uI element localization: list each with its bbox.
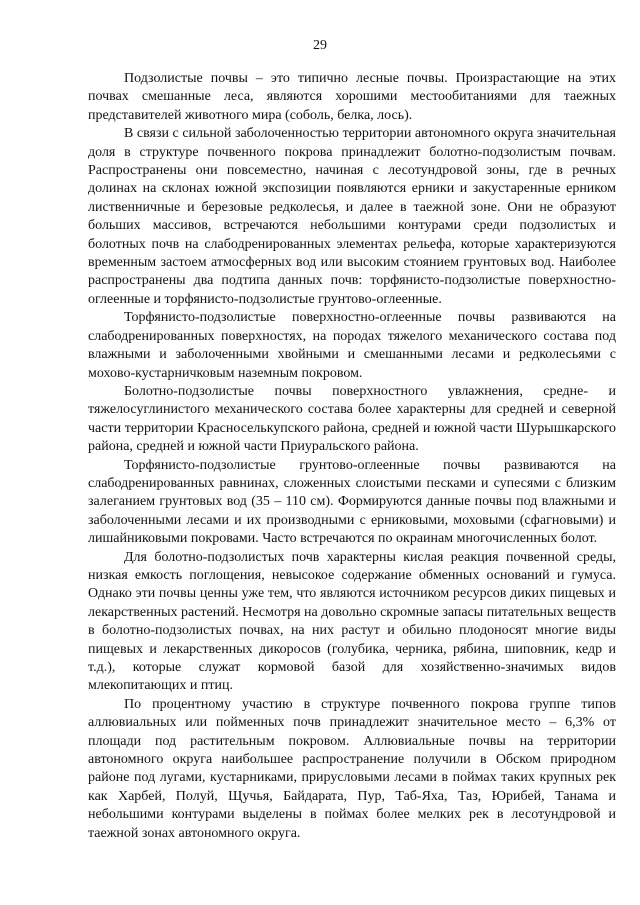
page-number: 29 [313,38,327,53]
paragraph-bog-podzolic-soils: В связи с сильной заболоченностью территории автономного округа значительная доля в структуре почвенного покрова принадлежит болотно-подзолистым почвам. Распространены они повсеместно, начиная с лесотундровой зоны, где в речных долинах на склонах южной экспозиции появляются ерники и закустаренные ерником лиственничные и березовые редколесья, и далее в таежной зоне. Они не образуют больших массивов, встречаются небольшими контурами среди подзолистых и болотных почв на слабодренированных элементах рельефа, которые характеризуются временным застоем атмосферных вод или высоким стоянием грунтовых вод. Наиболее распространены два подтипа данных почв: торфянисто-подзолистые поверхностно-оглеенные и торфянисто-подзолистые грунтово-оглеенные. [88,126,616,307]
paragraph-surface-gleyed-soils: Торфянисто-подзолистые поверхностно-оглеенные почвы развиваются на слабодренированных поверхностях, на породах тяжелого механического состава под влажными и заболоченными хвойными и смешанными лесами и редколесьями с мохово-кустарничковым наземным покровом. [88,310,616,381]
paragraph-soil-properties: Для болотно-подзолистых почв характерны кислая реакция почвенной среды, низкая емкость поглощения, невысокое содержание обменных оснований и гумуса. Однако эти почвы ценны уже тем, что являются источником ресурсов диких пищевых и лекарственных растений. Несмотря на довольно скромные запасы питательных веществ в болотно-подзолистых почвах, на них растут и обильно плодоносят многие виды пищевых и лекарственных дикоросов (голубика, черника, рябина, шиповник, кедр и т.д.), которые служат кормовой базой для хозяйственно-значимых видов млекопитающих и птиц. [88,549,616,694]
paragraph-podzolic-soils: Подзолистые почвы – это типично лесные почвы. Произрастающие на этих почвах смешанные леса, являются хорошими местообитаниями для таежных представителей животного мира (соболь, белка, лось). [88,71,616,123]
body-text [88,70,616,843]
paragraph-alluvial-soils: По процентному участию в структуре почвенного покрова группе типов аллювиальных или пойменных почв принадлежит значительное место – 6,3% от площади под растительным покровом. Аллювиальные почвы на территории автономного округа наибольшее распространение получили в Обском природном районе под лугами, кустарниками, прирусловыми лесами в поймах таких крупных рек как Харбей, Полуй, Щучья, Байдарата, Пур, Таб-Яха, Таз, Юрибей, Танама и небольшими контурами выделены в поймах более мелких рек в лесотундровой и таежной зонах автономного округа. [88,696,616,841]
paragraph-ground-gleyed-soils: Торфянисто-подзолистые грунтово-оглеенные почвы развиваются на слабодренированных равнинах, сложенных слоистыми песками и супесями с близким залеганием грунтовых вод (35 – 110 см). Формируются данные почвы под влажными и заболоченными лесами и их производными с ерниковыми, моховыми (сфагновыми) и лишайниковыми покровами. Часто встречаются по окраинам многочисленных болот. [88,457,616,547]
paragraph-surface-moistening-soils: Болотно-подзолистые почвы поверхностного увлажнения, средне- и тяжелосуглинистого механического состава более характерны для средней и северной части территории Красноселькупского района, средней и южной части Шурышкарского района, средней и южной части Приуральского района. [88,383,616,455]
